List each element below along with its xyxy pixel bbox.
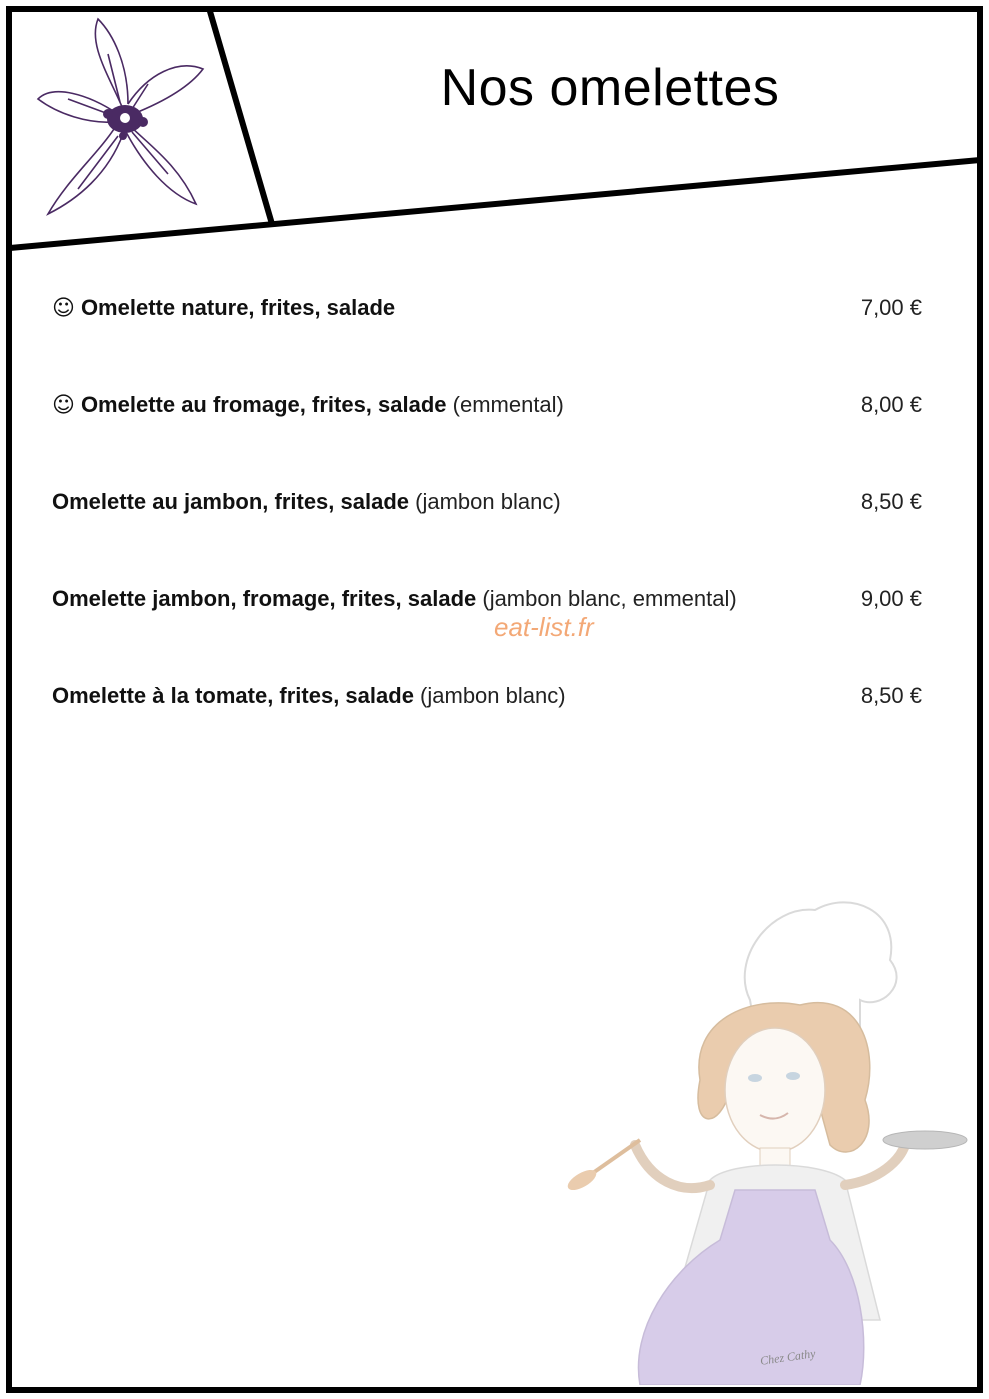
- menu-item-detail: (jambon blanc): [409, 489, 561, 514]
- menu-item-detail: (jambon blanc, emmental): [476, 586, 737, 611]
- menu-item-price: 7,00 €: [860, 295, 922, 320]
- chef-woman-illustration: [560, 890, 980, 1385]
- page-title: Nos omelettes: [440, 59, 780, 117]
- menu-item-name: Omelette au fromage, frites, salade: [80, 392, 447, 417]
- menu-item-name: Omelette nature, frites, salade: [80, 295, 396, 320]
- watermark-text: eat-list.fr: [494, 612, 594, 642]
- menu-item-detail: (jambon blanc): [413, 683, 566, 708]
- menu-item: [52, 288, 922, 328]
- menu-item: [52, 385, 922, 425]
- menu-item: [52, 482, 922, 522]
- menu-item-price: 8,50 €: [860, 683, 922, 708]
- menu-item-price: 8,00 €: [860, 392, 922, 417]
- menu-item: [52, 579, 922, 619]
- menu-item-price: 9,00 €: [860, 586, 922, 611]
- orchid-flower-icon: [28, 14, 218, 224]
- menu-item-name: Omelette à la tomate, frites, salade: [52, 683, 414, 708]
- menu-item-name: Omelette jambon, fromage, frites, salade: [52, 586, 477, 611]
- illustration-signature: Chez Cathy: [759, 1346, 817, 1368]
- menu-item-name: Omelette au jambon, frites, salade: [52, 489, 410, 514]
- smiley-icon: ☺: [52, 393, 75, 418]
- menu-item: [52, 676, 922, 716]
- menu-item-detail: (emmental): [446, 392, 564, 417]
- smiley-icon: ☺: [52, 296, 75, 321]
- menu-item-price: 8,50 €: [860, 489, 922, 514]
